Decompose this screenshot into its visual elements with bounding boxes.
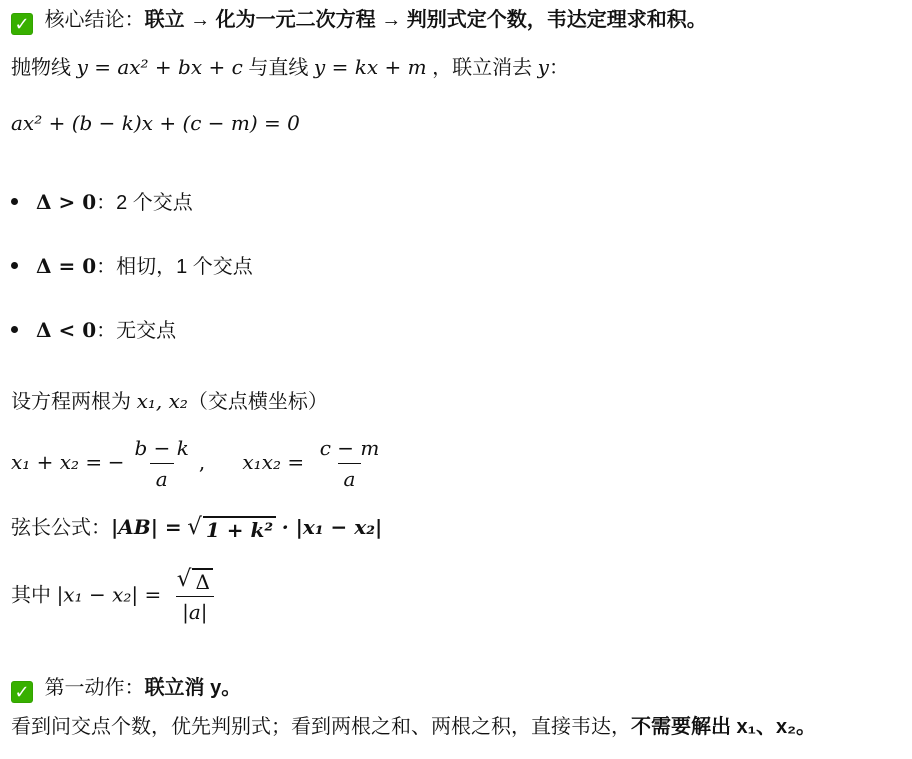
first-action-line: [11, 676, 241, 703]
bullet-dot: [11, 326, 18, 333]
case-no-intersection: [11, 314, 176, 343]
case-two-intersections: [11, 186, 193, 215]
chord-lhs: |AB| =: [111, 515, 182, 539]
sum-denominator: a: [150, 463, 174, 491]
product-fraction: [314, 436, 386, 491]
case-text: ：2 个交点: [96, 192, 193, 214]
product-denominator: a: [338, 463, 362, 491]
core-conclusion-line: [11, 8, 707, 35]
check-mark-icon: ✓: [11, 13, 33, 35]
chord-rhs-tail: · |x₁ − x₂|: [281, 515, 383, 539]
case-tangent: [11, 250, 253, 279]
case-condition: Δ < 0: [36, 318, 97, 342]
diff-sqrt-content: Δ: [192, 568, 212, 593]
check-mark-icon: ✓: [11, 681, 33, 703]
sqrt-symbol: √: [176, 566, 192, 593]
roots-suffix: （交点横坐标）: [187, 391, 328, 413]
sum-lhs: x₁ + x₂ =: [11, 449, 103, 474]
vieta-formulas: [11, 436, 389, 491]
sum-numerator: b − k: [134, 436, 189, 460]
diff-lhs: |x₁ − x₂| =: [56, 582, 162, 607]
case-text: ：相切，1 个交点: [96, 256, 253, 278]
chord-length-line: [11, 515, 382, 541]
sum-fraction: [129, 436, 195, 491]
first-action-label: 第一动作：: [44, 677, 145, 699]
quadratic-equation: ax² + (b − k)x + (c − m) = 0: [11, 111, 300, 135]
line-equation: y = kx + m: [313, 55, 427, 79]
core-conclusion-text: 联立 → 化为一元二次方程 → 判别式定个数，韦达定理求和积。: [144, 9, 707, 31]
chord-sqrt-content: 1 + k²: [203, 516, 276, 541]
product-lhs: x₁x₂ =: [242, 449, 305, 474]
tip-bold-text: 不需要解出 x₁、x₂。: [631, 716, 816, 738]
roots-prefix: 设方程两根为: [11, 391, 137, 413]
product-numerator: c − m: [319, 436, 380, 460]
chord-label: 弦长公式：: [11, 517, 111, 539]
first-action-text: 联立消 y。: [144, 677, 242, 699]
intro-line: [11, 55, 569, 80]
root-difference-line: [11, 568, 223, 624]
intro-suffix-1: ，联立消去: [432, 57, 538, 79]
diff-numerator: [171, 568, 219, 596]
intro-middle: 与直线: [248, 57, 314, 79]
roots-line: [11, 389, 328, 414]
sum-tail: ,: [198, 449, 206, 474]
sqrt-symbol: √: [187, 514, 202, 541]
diff-fraction: [171, 568, 219, 624]
bullet-dot: [11, 262, 18, 269]
bullet-dot: [11, 198, 18, 205]
case-condition: Δ = 0: [36, 254, 97, 278]
intro-prefix: 抛物线: [11, 57, 77, 79]
diff-sqrt: [177, 568, 213, 593]
sum-minus: −: [107, 449, 125, 474]
tip-text: 看到问交点个数，优先判别式；看到两根之和、两根之积，直接韦达，: [11, 716, 631, 738]
case-condition: Δ > 0: [36, 190, 97, 214]
diff-label: 其中: [11, 584, 57, 607]
tip-line: [11, 715, 816, 739]
intro-suffix-2: ：: [548, 57, 569, 79]
eliminated-variable: y: [537, 55, 549, 79]
diff-denominator: |a|: [176, 596, 213, 624]
core-conclusion-label: 核心结论：: [44, 9, 145, 31]
roots-math: x₁, x₂: [136, 389, 188, 413]
case-text: ：无交点: [96, 320, 177, 342]
parabola-equation: y = ax² + bx + c: [76, 55, 243, 79]
chord-sqrt: [187, 516, 276, 541]
